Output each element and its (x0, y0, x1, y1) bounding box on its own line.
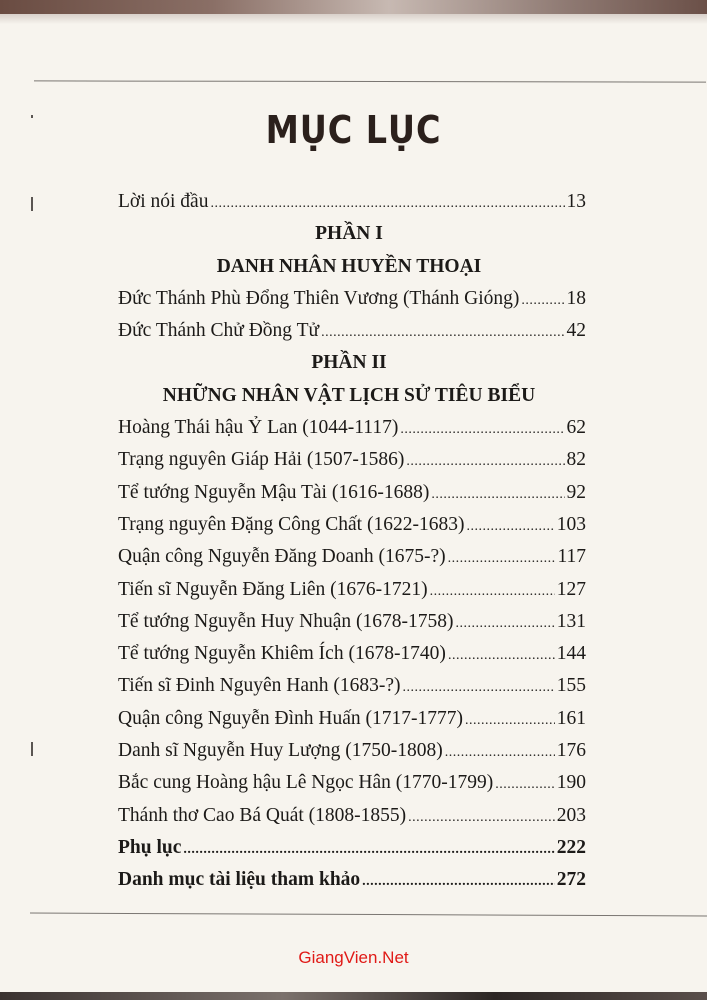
toc-page-number: 92 (566, 481, 586, 503)
section-heading: PHẦN I (315, 223, 383, 245)
watermark: GiangVien.Net (298, 948, 409, 967)
toc-entry (118, 767, 586, 799)
toc-entry-title: Trạng nguyên Đặng Công Chất (1622-1683) (118, 513, 465, 535)
toc-leader-dots (210, 188, 564, 220)
toc-entry-title: Bắc cung Hoàng hậu Lê Ngọc Hân (1770-1799) (118, 772, 494, 794)
table-of-contents (118, 186, 586, 897)
toc-entry-title: Phụ lục (118, 836, 182, 858)
toc-entry (118, 832, 586, 864)
scan-speck (31, 742, 33, 756)
toc-page-number: 190 (556, 772, 586, 794)
toc-leader-dots (321, 317, 564, 349)
toc-entry-title: Quận công Nguyễn Đăng Doanh (1675-?) (118, 546, 446, 568)
toc-leader-dots (448, 640, 555, 672)
toc-page-number: 161 (556, 707, 586, 729)
toc-page-number: 82 (566, 449, 586, 471)
toc-page-number: 222 (556, 836, 586, 858)
toc-entry (118, 735, 586, 767)
toc-entry (118, 670, 586, 702)
scan-speck (31, 197, 33, 211)
scan-speck (31, 115, 33, 118)
toc-entry (118, 574, 586, 606)
toc-page-number: 103 (556, 513, 586, 535)
toc-entry-title: Thánh thơ Cao Bá Quát (1808-1855) (118, 804, 407, 826)
toc-leader-dots (448, 543, 556, 575)
toc-leader-dots (456, 608, 555, 640)
toc-entry-title: Đức Thánh Phù Đổng Thiên Vương (Thánh Gióng) (118, 287, 520, 309)
toc-entry-title: Tiến sĩ Đinh Nguyên Hanh (1683-?) (118, 675, 401, 697)
toc-entry (118, 444, 586, 476)
page-top-shadow (0, 14, 707, 24)
toc-entry-title: Tể tướng Nguyễn Khiêm Ích (1678-1740) (118, 643, 446, 665)
toc-page-number: 155 (556, 675, 586, 697)
toc-entry (118, 509, 586, 541)
header-rule (34, 80, 706, 82)
toc-entry-title: Tể tướng Nguyễn Huy Nhuận (1678-1758) (118, 610, 454, 632)
page-title: MỤC LỤC (265, 108, 442, 152)
toc-entry (118, 606, 586, 638)
toc-entry-title: Danh sĩ Nguyễn Huy Lượng (1750-1808) (118, 740, 443, 762)
toc-entry (118, 283, 586, 315)
toc-page-number: 18 (566, 287, 586, 309)
footer-rule (30, 913, 707, 917)
toc-leader-dots (495, 769, 554, 801)
toc-leader-dots (406, 446, 564, 478)
toc-page-number: 144 (556, 643, 586, 665)
toc-page-number: 176 (556, 740, 586, 762)
toc-entry (118, 638, 586, 670)
toc-leader-dots (362, 866, 555, 898)
toc-leader-dots (408, 802, 555, 834)
toc-entry-title: Tể tướng Nguyễn Mậu Tài (1616-1688) (118, 481, 430, 503)
toc-page-number: 13 (566, 191, 586, 212)
toc-leader-dots (521, 285, 564, 317)
toc-leader-dots (466, 511, 554, 543)
toc-page-number: 272 (556, 869, 586, 891)
toc-entry-title: Danh mục tài liệu tham khảo (118, 869, 361, 891)
toc-entry (118, 186, 586, 218)
toc-page-number: 62 (566, 417, 586, 439)
toc-entry (118, 703, 586, 735)
toc-entry-title: Lời nói đầu (118, 191, 209, 212)
toc-entry (118, 412, 586, 444)
toc-entry (118, 315, 586, 347)
toc-page-number: 203 (556, 804, 586, 826)
toc-leader-dots (445, 737, 555, 769)
toc-entry-title: Đức Thánh Chử Đồng Tử (118, 320, 320, 342)
toc-entry-title: Tiến sĩ Nguyễn Đăng Liên (1676-1721) (118, 578, 428, 600)
toc-page-number: 131 (556, 610, 586, 632)
toc-entry (118, 477, 586, 509)
section-heading: DANH NHÂN HUYỀN THOẠI (216, 255, 482, 277)
toc-leader-dots (431, 479, 564, 511)
page-top-edge (0, 0, 707, 14)
toc-entry-title: Trạng nguyên Giáp Hải (1507-1586) (118, 449, 405, 471)
toc-entry (118, 541, 586, 573)
toc-leader-dots (403, 672, 555, 704)
toc-page-number: 127 (556, 578, 586, 600)
toc-entry (118, 800, 586, 832)
toc-entry (118, 864, 586, 896)
section-heading: PHẦN II (311, 352, 387, 374)
toc-leader-dots (183, 834, 554, 866)
toc-leader-dots (465, 705, 555, 737)
page-bottom-edge (0, 992, 707, 1000)
toc-leader-dots (430, 576, 555, 608)
toc-page-number: 42 (566, 320, 586, 342)
toc-page-number: 117 (557, 546, 586, 568)
toc-leader-dots (400, 414, 564, 446)
section-heading: NHỮNG NHÂN VẬT LỊCH SỬ TIÊU BIỂU (162, 384, 536, 406)
toc-entry-title: Hoàng Thái hậu Ỷ Lan (1044-1117) (118, 417, 399, 439)
toc-entry-title: Quận công Nguyễn Đình Huấn (1717-1777) (118, 707, 463, 729)
